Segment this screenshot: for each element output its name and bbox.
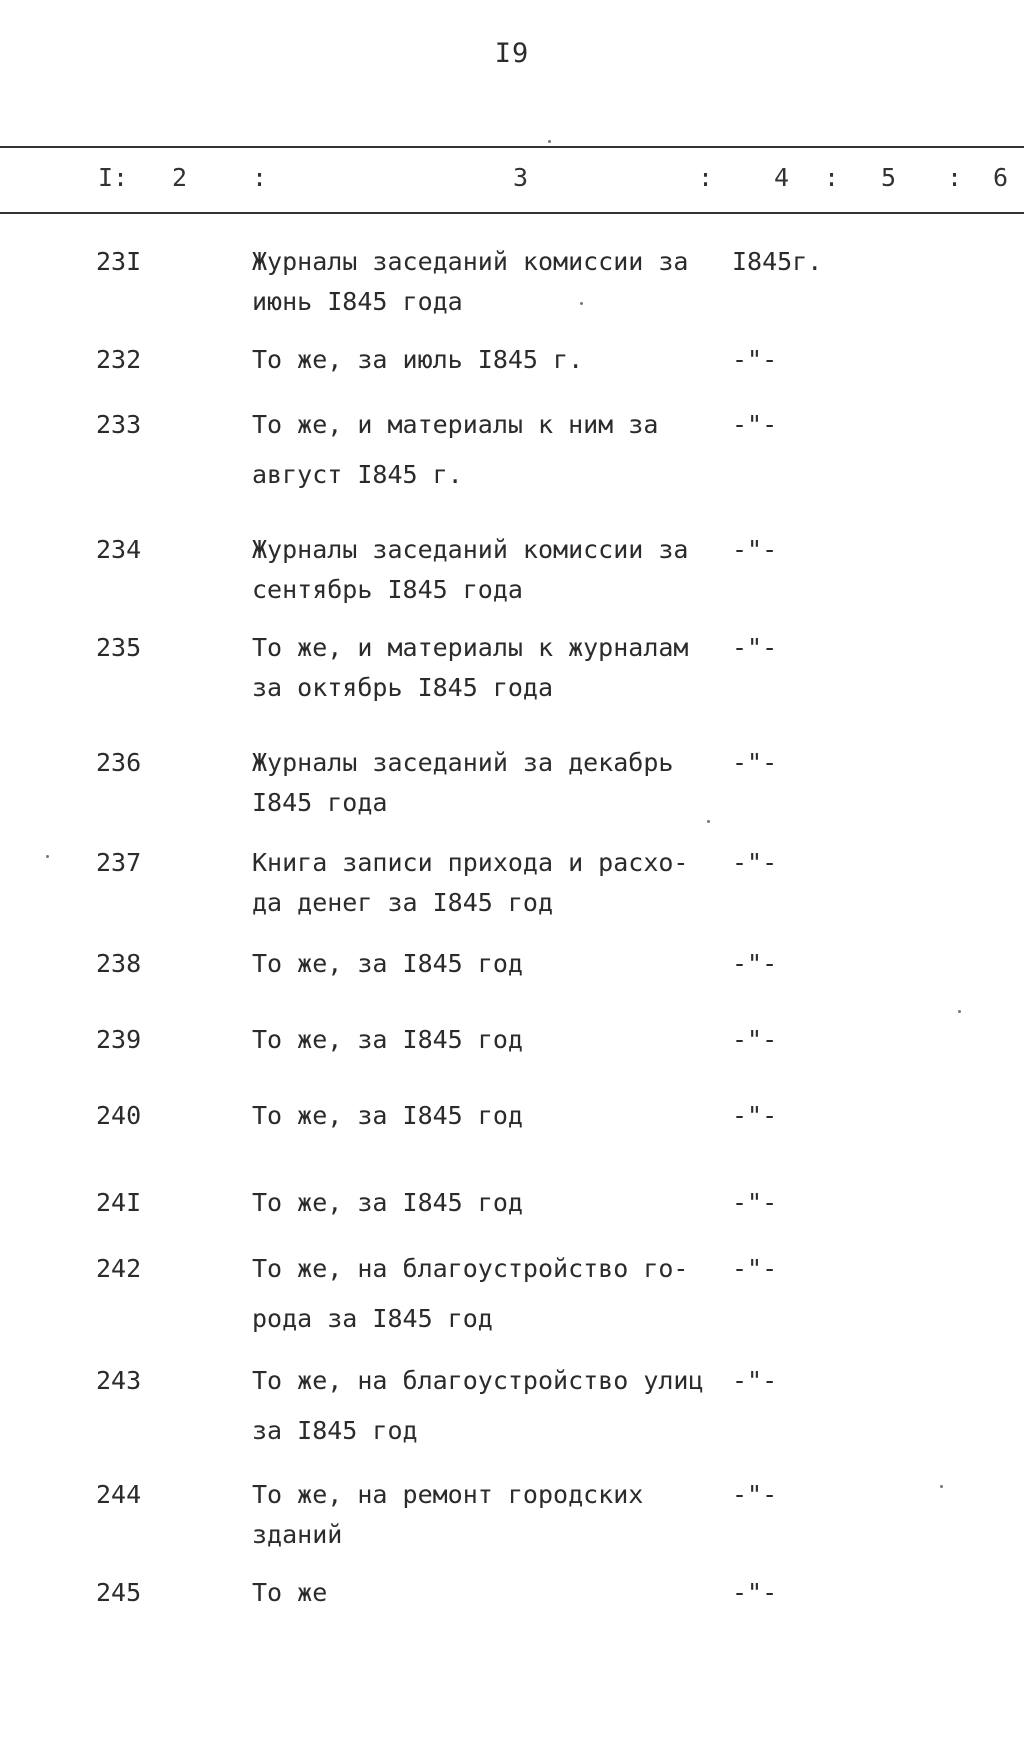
row-title: То же, на благоустройство го- рода за I845 год	[252, 1254, 689, 1333]
column-separator: :	[698, 163, 714, 192]
row-title: То же, за I845 год	[252, 1101, 523, 1130]
row-date: -"-	[732, 1025, 778, 1054]
row-date: -"-	[732, 1578, 778, 1607]
row-title: То же, и материалы к журналам за октябрь I845 года	[252, 633, 689, 702]
row-title: То же, за июль I845 г.	[252, 345, 584, 374]
row-title: То же, и материалы к ним за август I845 г.	[252, 410, 659, 489]
row-date: -"-	[732, 410, 778, 439]
row-date: -"-	[732, 1101, 778, 1130]
row-date: -"-	[732, 748, 778, 777]
row-title: Журналы заседаний комиссии за сентябрь I845 года	[252, 535, 689, 604]
column-header-3: 3	[513, 163, 529, 192]
row-date: -"-	[732, 1254, 778, 1283]
row-date: -"-	[732, 535, 778, 564]
row-date: -"-	[732, 633, 778, 662]
column-separator: :	[824, 163, 840, 192]
column-header-6: 6	[993, 163, 1009, 192]
row-number: 244	[96, 1480, 142, 1509]
row-number: 238	[96, 949, 142, 978]
row-number: 237	[96, 848, 142, 877]
row-date: -"-	[732, 345, 778, 374]
scan-speck	[958, 1010, 961, 1013]
header-rule-top	[0, 146, 1024, 148]
row-title: То же, за I845 год	[252, 1025, 523, 1054]
row-number: 235	[96, 633, 142, 662]
column-separator: :	[252, 163, 268, 192]
row-date: -"-	[732, 949, 778, 978]
row-title: Журналы заседаний комиссии за июнь I845 года	[252, 247, 689, 316]
row-title: То же	[252, 1578, 328, 1607]
scan-speck	[707, 820, 710, 823]
row-title: То же, за I845 год	[252, 949, 523, 978]
row-number: 239	[96, 1025, 142, 1054]
column-header-1: I:	[98, 163, 129, 192]
column-header-2: 2	[172, 163, 188, 192]
row-title: Книга записи прихода и расхо- да денег за I845 год	[252, 848, 689, 917]
row-number: 243	[96, 1366, 142, 1395]
row-date: -"-	[732, 848, 778, 877]
row-number: 232	[96, 345, 142, 374]
row-title: То же, на ремонт городских зданий	[252, 1480, 644, 1549]
row-title: Журналы заседаний за декабрь I845 года	[252, 748, 674, 817]
row-number: 240	[96, 1101, 142, 1130]
page-number: I9	[494, 38, 530, 69]
row-title: То же, на благоустройство улиц за I845 год	[252, 1366, 704, 1445]
row-date: -"-	[732, 1188, 778, 1217]
row-number: 233	[96, 410, 142, 439]
row-number: 23I	[96, 247, 142, 276]
row-title: То же, за I845 год	[252, 1188, 523, 1217]
scan-speck	[46, 855, 49, 858]
scan-speck	[940, 1485, 943, 1488]
column-header-5: 5	[881, 163, 897, 192]
row-date: -"-	[732, 1366, 778, 1395]
scan-speck	[580, 302, 583, 305]
row-date: I845г.	[732, 247, 823, 276]
header-rule-bottom	[0, 212, 1024, 214]
row-number: 245	[96, 1578, 142, 1607]
row-number: 24I	[96, 1188, 142, 1217]
row-number: 242	[96, 1254, 142, 1283]
row-number: 236	[96, 748, 142, 777]
row-date: -"-	[732, 1480, 778, 1509]
column-separator: :	[947, 163, 963, 192]
row-number: 234	[96, 535, 142, 564]
scan-speck	[548, 140, 551, 143]
column-header-4: 4	[774, 163, 790, 192]
